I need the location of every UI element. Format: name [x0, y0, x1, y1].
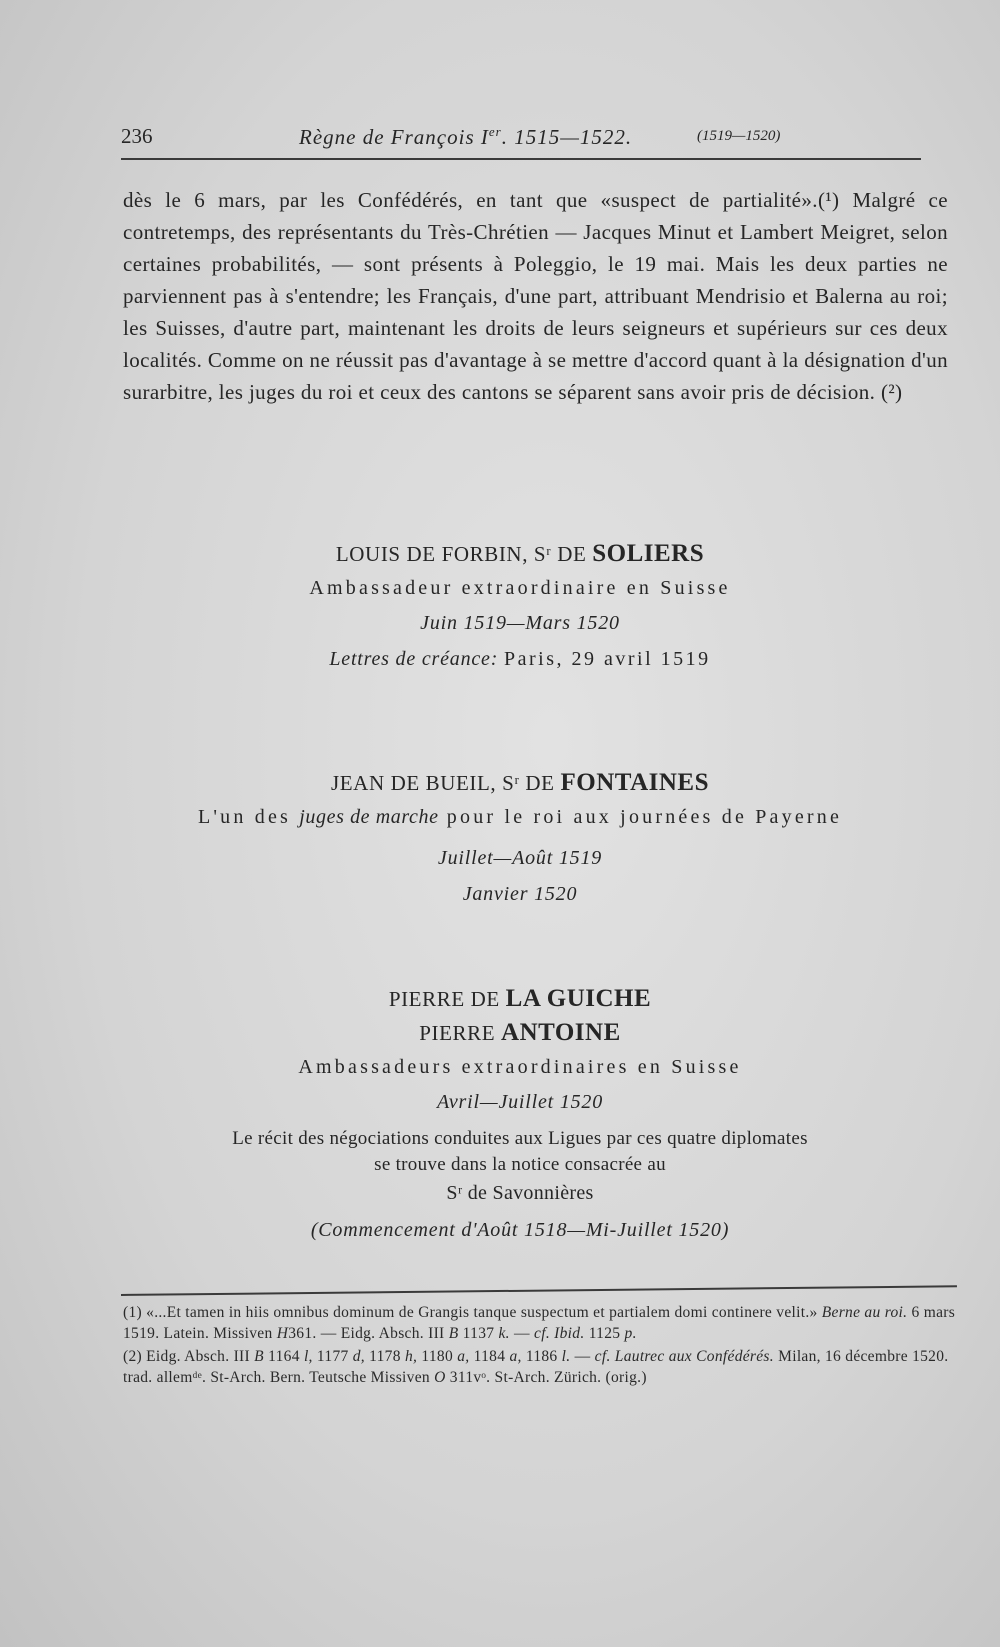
note-line-1: Le récit des négociations conduites aux Ligues par ces quatre diplomates [232, 1128, 808, 1149]
fn-text: l. [561, 1348, 571, 1365]
running-title-years: . 1515—1522. [501, 125, 633, 149]
fn-text: — [574, 1348, 591, 1365]
fn-text: cf. Ibid. [534, 1325, 585, 1342]
section-heading [120, 537, 920, 571]
fn-text: d, [352, 1348, 365, 1365]
fn-text: 1186 [525, 1348, 558, 1365]
running-title [299, 124, 632, 150]
fn-text: O [434, 1369, 446, 1386]
note-line-2: se trouve dans la notice consacrée au [374, 1154, 666, 1175]
heading-prefix: LOUIS DE FORBIN, Sʳ DE [335, 542, 587, 566]
fn-text: 311vᵒ. St-Arch. Zürich. (orig.) [449, 1369, 647, 1386]
section-role [120, 800, 920, 834]
fn-text: cf. Lautrec aux Confédérés. [594, 1348, 774, 1365]
fn-text: 1125 [588, 1325, 621, 1342]
fn-text: 6 mars 1519. Latein. Missiven [123, 1304, 956, 1342]
fn-text: Berne au roi. [821, 1304, 908, 1321]
role-post: pour le roi aux journées de Payerne [446, 806, 843, 828]
heading-prefix: PIERRE DE [388, 987, 500, 1011]
fn-text: Milan, 16 décembre 1520. trad. allemᵈᵉ. St-Arch. Bern. Teutsche Missiven [123, 1348, 949, 1386]
fn-text: 1164 [268, 1348, 300, 1365]
fn-text: B [254, 1348, 264, 1365]
section-heading [120, 766, 920, 800]
running-header [121, 118, 921, 154]
fn-text: 1178 [369, 1348, 401, 1365]
fn-text: B [448, 1325, 459, 1342]
fn-text: 361. — Eidg. Absch. III [288, 1325, 445, 1342]
section-role: Ambassadeur extraordinaire en Suisse [309, 577, 731, 599]
footnote-rule [121, 1285, 957, 1296]
section-period: (Commencement d'Août 1518—Mi-Juillet 1520) [310, 1219, 730, 1241]
fn-text: a, [457, 1348, 470, 1365]
fn-text: 1180 [421, 1348, 454, 1365]
fn-text: p. [624, 1325, 637, 1342]
fn-text: (2) Eidg. Absch. III [123, 1348, 250, 1365]
role-pre: L'un des [197, 806, 292, 828]
section-dates: Juin 1519—Mars 1520 [420, 612, 620, 634]
running-title-text: Règne de François I [299, 125, 489, 149]
section-date-1: Juillet—Août 1519 [437, 847, 603, 869]
heading-bold: ANTOINE [501, 1019, 621, 1046]
fn-text: — [514, 1325, 530, 1342]
heading-prefix: PIERRE [419, 1021, 496, 1045]
role-ital: juges de marche [299, 806, 439, 828]
credence-label: Lettres de créance: [329, 648, 499, 670]
section-date-2: Janvier 1520 [462, 883, 578, 905]
section-heading-2 [120, 1016, 920, 1050]
body-paragraph [123, 184, 948, 408]
fn-text: l, [303, 1348, 313, 1365]
page-number: 236 [121, 124, 153, 148]
credence-value: Paris, 29 avril 1519 [504, 648, 711, 670]
year-range: (1519—1520) [697, 128, 781, 144]
fn-text: h, [404, 1348, 418, 1365]
heading-bold: FONTAINES [560, 769, 709, 796]
section-role: Ambassadeurs extraordinaires en Suisse [298, 1056, 742, 1078]
fn-text: 1177 [316, 1348, 349, 1365]
credence-line [120, 641, 920, 677]
note-line-3: Sʳ de Savonnières [446, 1182, 594, 1204]
heading-bold: SOLIERS [592, 540, 705, 567]
section-heading-1 [120, 982, 920, 1016]
fn-text: k. [498, 1325, 510, 1342]
fn-text: 1137 [462, 1325, 495, 1342]
fn-text: (1) «...Et tamen in hiis omnibus dominum de Grangis tanque suspectum et partialem domi continere velit.» [123, 1304, 818, 1321]
body-text: dès le 6 mars, par les Confédérés, en tant que «suspect de partialité».(¹) Malgré ce contretemps, des représentants du Très-Chrétien — Jacques Minut et Lambert Meigret, selon certaines probabilités, — sont présents à Poleggio, le 19 mai. Mais les deux parties ne parviennent pas à s'entendre; les Français, d'une part, attribuant Mendrisio et Balerna au roi; les Suisses, d'autre part, maintenant les droits de leurs seigneurs et supérieurs sur ces deux localités. Comme on ne réussit pas d'avantage à se mettre d'accord quant à la désignation d'un surarbitre, les juges du roi et ceux des cantons se séparent sans avoir pris de décision. (²) [123, 188, 948, 404]
section-guiche [120, 982, 920, 1248]
section-fontaines [120, 766, 920, 912]
footnote-1 [123, 1302, 968, 1344]
fn-text: 1184 [473, 1348, 506, 1365]
heading-prefix: JEAN DE BUEIL, Sʳ DE [330, 771, 555, 795]
footnotes [123, 1302, 968, 1390]
running-title-sup: er [488, 124, 502, 139]
fn-text: a, [509, 1348, 522, 1365]
header-rule [121, 158, 921, 160]
heading-bold: LA GUICHE [505, 985, 652, 1012]
section-soliers [120, 537, 920, 677]
footnote-2 [123, 1346, 968, 1388]
fn-text: H [276, 1325, 289, 1342]
section-dates: Avril—Juillet 1520 [436, 1091, 604, 1113]
